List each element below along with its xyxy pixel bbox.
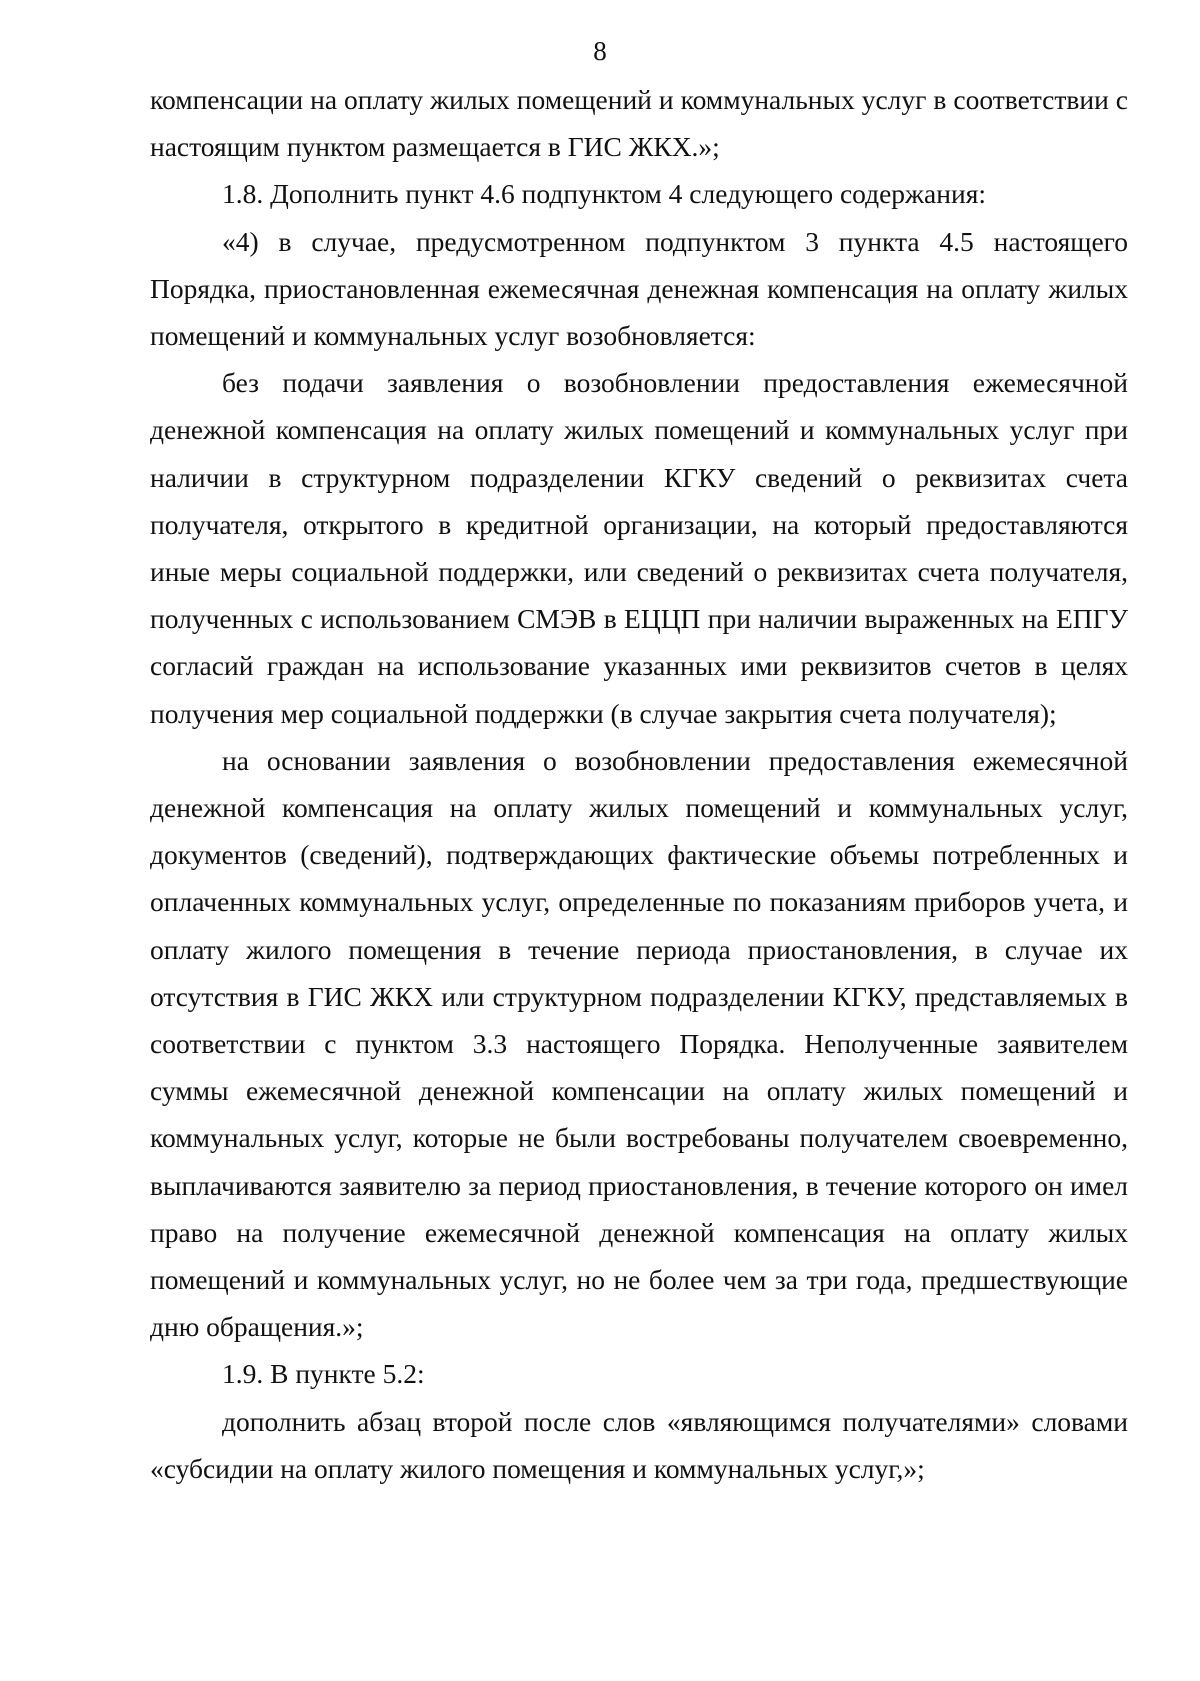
paragraph-item-1-8: 1.8. Дополнить пункт 4.6 подпунктом 4 следующего содержания: (222, 178, 986, 210)
paragraph-based-on-application: на основании заявления о возобновлении предоставления ежемесячной денежной компенсация на оплату жилых помещений и коммунальных услуг, документов (сведений), подтверждающих фактические объемы потребленных и оплаченных коммунальных услуг, определенные по показаниям приборов учета, и оплату жилого помещения в течение периода приостановления, в случае их отсутствия в ГИС ЖКХ или структурном подразделении КГКУ, представляемых в соответствии с пунктом 3.3 настоящего Порядка. Неполученные заявителем суммы ежемесячной денежной компенсации на оплату жилых помещений и коммунальных услуг, которые не были востребованы получателем своевременно, выплачиваются заявителю за период приостановления, в течение которого он имел право на получение ежемесячной денежной компенсация на оплату жилых помещений и коммунальных услуг, но не более чем за три года, предшествующие дню обращения.»; (150, 744, 1128, 1343)
paragraph-supplement-abzac: дополнить абзац второй после слов «являющимся получателями» словами «субсидии на оплату жилого помещения и коммунальных услуг,»; (150, 1405, 1128, 1484)
paragraph-subitem-4: «4) в случае, предусмотренном подпунктом 3 пункта 4.5 настоящего Порядка, приостановленная ежемесячная денежная компенсация на оплату жилых помещений и коммунальных услуг возобновляется: (150, 225, 1128, 352)
paragraph-continuation: компенсации на оплату жилых помещений и коммунальных услуг в соответствии с настоящим пунктом размещается в ГИС ЖКХ.»; (150, 84, 1128, 163)
document-body (150, 76, 1128, 1492)
paragraph-without-application: без подачи заявления о возобновлении предоставления ежемесячной денежной компенсация на оплату жилых помещений и коммунальных услуг при наличии в структурном подразделении КГКУ сведений о реквизитах счета получателя, открытого в кредитной организации, на который предоставляются иные меры социальной поддержки, или сведений о реквизитах счета получателя, полученных с использованием СМЭВ в ЕЦЦП при наличии выраженных на ЕПГУ согласий граждан на использование указанных ими реквизитов счетов в целях получения мер социальной поддержки (в случае закрытия счета получателя); (150, 367, 1128, 729)
page-number: 8 (593, 36, 607, 66)
paragraph-item-1-9: 1.9. В пункте 5.2: (222, 1358, 425, 1390)
